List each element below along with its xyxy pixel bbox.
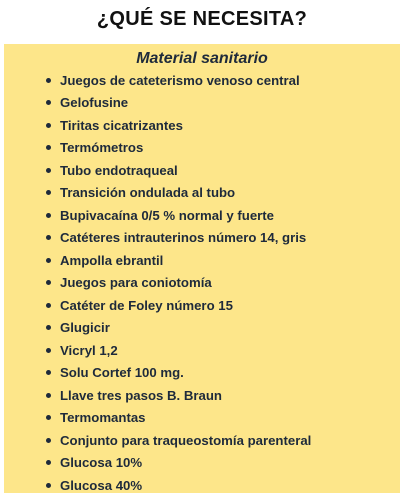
- list-item-label: Ampolla ebrantil: [60, 252, 164, 268]
- bullet-icon: [46, 78, 51, 83]
- list-item: [4, 362, 400, 385]
- list-item-label: Glucosa 10%: [60, 455, 143, 471]
- list-item-label: Glugicir: [60, 320, 110, 336]
- list-item-label: Glucosa 40%: [60, 477, 143, 493]
- bullet-icon: [46, 100, 51, 105]
- list-item-label: Catéteres intrauterinos número 14, gris: [60, 230, 307, 246]
- bullet-icon: [46, 168, 51, 173]
- bullet-icon: [46, 348, 51, 353]
- bullet-icon: [46, 438, 51, 443]
- list-item-label: Llave tres pasos B. Braun: [60, 387, 222, 403]
- bullet-icon: [46, 325, 51, 330]
- list-item-label: Tubo endotraqueal: [60, 162, 178, 178]
- list-item: [4, 384, 400, 407]
- page-title: ¿QUÉ SE NECESITA?: [96, 8, 308, 30]
- list-item: [4, 429, 400, 452]
- list-item-label: Bupivacaína 0/5 % normal y fuerte: [60, 207, 275, 223]
- list-item: [4, 159, 400, 182]
- bullet-icon: [46, 415, 51, 420]
- list-item: [4, 272, 400, 295]
- bullet-icon: [46, 145, 51, 150]
- list-item-label: Catéter de Foley número 15: [60, 297, 233, 313]
- list-item: [4, 407, 400, 430]
- supplies-panel: [4, 44, 400, 493]
- bullet-icon: [46, 393, 51, 398]
- list-item: [4, 339, 400, 362]
- list-item: [4, 249, 400, 272]
- bullet-icon: [46, 213, 51, 218]
- supplies-list: [4, 69, 400, 497]
- bullet-icon: [46, 303, 51, 308]
- bullet-icon: [46, 235, 51, 240]
- list-item: [4, 227, 400, 250]
- list-item: [4, 69, 400, 92]
- bullet-icon: [46, 483, 51, 488]
- bullet-icon: [46, 258, 51, 263]
- list-item: [4, 474, 400, 497]
- bullet-icon: [46, 123, 51, 128]
- list-item-label: Termómetros: [60, 140, 144, 156]
- list-item-label: Conjunto para traqueostomía parenteral: [60, 432, 312, 448]
- list-item: [4, 204, 400, 227]
- bullet-icon: [46, 190, 51, 195]
- panel-title: Material sanitario: [136, 50, 268, 67]
- list-item-label: Termomantas: [60, 410, 146, 426]
- list-item: [4, 92, 400, 115]
- bullet-icon: [46, 370, 51, 375]
- list-item: [4, 137, 400, 160]
- list-item: [4, 294, 400, 317]
- list-item-label: Gelofusine: [60, 95, 129, 111]
- list-item: [4, 182, 400, 205]
- list-item: [4, 452, 400, 475]
- list-item-label: Tiritas cicatrizantes: [60, 117, 183, 133]
- list-item: [4, 317, 400, 340]
- list-item: [4, 114, 400, 137]
- list-item-label: Vicryl 1,2: [60, 342, 118, 358]
- list-item-label: Solu Cortef 100 mg.: [60, 365, 184, 381]
- list-item-label: Transición ondulada al tubo: [60, 185, 236, 201]
- list-item-label: Juegos de cateterismo venoso central: [60, 72, 300, 88]
- bullet-icon: [46, 280, 51, 285]
- list-item-label: Juegos para coniotomía: [60, 275, 212, 291]
- bullet-icon: [46, 460, 51, 465]
